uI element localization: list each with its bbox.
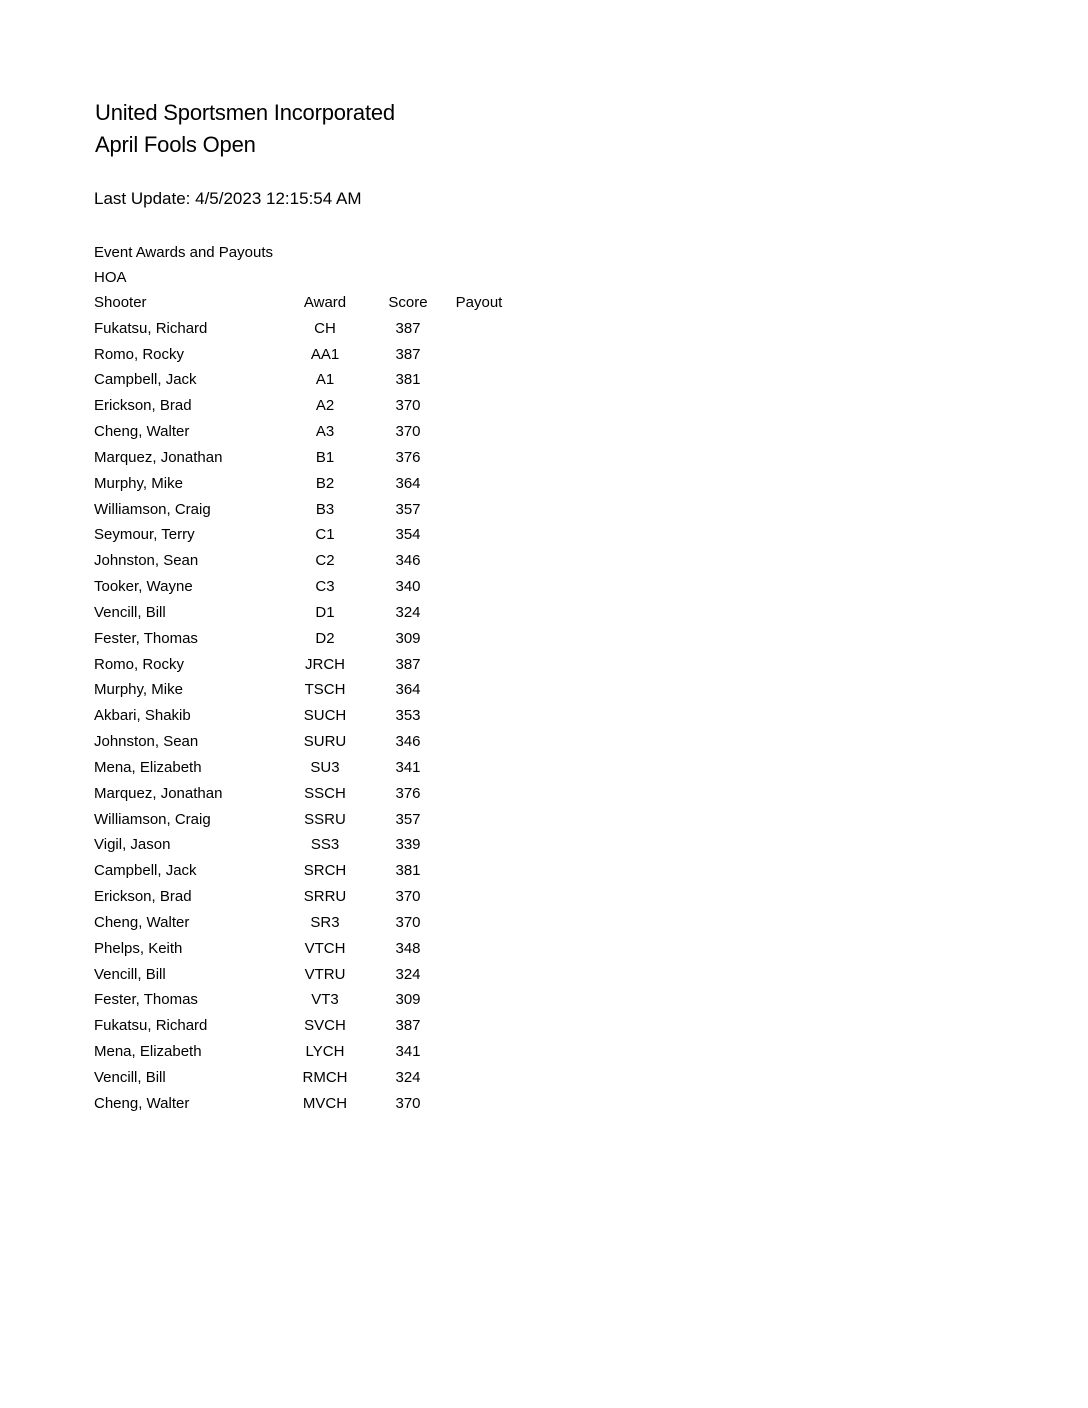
- award-cell: SU3: [310, 758, 340, 776]
- award-cell: B2: [315, 474, 335, 492]
- award-cell: SSCH: [304, 784, 346, 802]
- table-row: [94, 421, 554, 447]
- score-cell: 381: [395, 862, 421, 880]
- table-row: [94, 344, 554, 370]
- score-cell: 370: [395, 423, 421, 441]
- score-cell: 346: [395, 733, 421, 751]
- award-cell: SRCH: [303, 862, 347, 880]
- award-cell: SS3: [310, 836, 340, 854]
- shooter-cell: Cheng, Walter: [94, 1094, 190, 1112]
- shooter-cell: Campbell, Jack: [94, 862, 197, 880]
- shooter-cell: Cheng, Walter: [94, 913, 190, 931]
- award-cell: SVCH: [304, 1017, 346, 1035]
- score-cell: 324: [395, 603, 421, 621]
- table-row: [94, 1041, 554, 1067]
- table-row: [94, 989, 554, 1015]
- score-cell: 370: [395, 397, 421, 415]
- award-cell: JRCH: [305, 655, 345, 673]
- award-cell: SURU: [303, 733, 347, 751]
- score-cell: 370: [395, 1094, 421, 1112]
- score-cell: 324: [395, 1068, 421, 1086]
- score-cell: 387: [395, 345, 421, 363]
- award-cell: D2: [315, 629, 335, 647]
- section-title: Event Awards and Payouts: [94, 244, 274, 261]
- award-cell: SRRU: [303, 888, 347, 906]
- table-row: [94, 473, 554, 499]
- score-cell: 346: [395, 552, 421, 570]
- score-cell: 370: [395, 888, 421, 906]
- table-row: [94, 654, 554, 680]
- table-row: [94, 938, 554, 964]
- column-header-award: Award: [303, 294, 347, 311]
- table-row: [94, 731, 554, 757]
- table-row: [94, 447, 554, 473]
- organization-title: United Sportsmen Incorporated: [95, 100, 395, 125]
- table-row: [94, 860, 554, 886]
- shooter-cell: Campbell, Jack: [94, 371, 197, 389]
- table-row: [94, 524, 554, 550]
- score-cell: 364: [395, 474, 421, 492]
- shooter-cell: Johnston, Sean: [94, 733, 199, 751]
- shooter-cell: Fester, Thomas: [94, 629, 198, 647]
- score-cell: 357: [395, 810, 421, 828]
- score-cell: 341: [395, 758, 421, 776]
- shooter-cell: Williamson, Craig: [94, 810, 211, 828]
- shooter-cell: Phelps, Keith: [94, 939, 183, 957]
- table-row: [94, 705, 554, 731]
- award-cell: D1: [315, 603, 335, 621]
- last-update-label: Last Update:: [94, 189, 196, 208]
- award-cell: B3: [315, 500, 335, 518]
- table-row: [94, 576, 554, 602]
- score-cell: 364: [395, 681, 421, 699]
- award-cell: TSCH: [304, 681, 346, 699]
- table-body: [94, 318, 554, 1119]
- table-row: [94, 912, 554, 938]
- table-row: [94, 602, 554, 628]
- score-cell: 354: [395, 526, 421, 544]
- score-cell: 309: [395, 629, 421, 647]
- column-header-score: Score: [388, 294, 428, 311]
- shooter-cell: Murphy, Mike: [94, 474, 183, 492]
- award-cell: VTRU: [304, 965, 346, 983]
- shooter-cell: Marquez, Jonathan: [94, 448, 223, 466]
- table-row: [94, 369, 554, 395]
- score-cell: 324: [395, 965, 421, 983]
- shooter-cell: Cheng, Walter: [94, 423, 190, 441]
- award-cell: SSRU: [304, 810, 346, 828]
- last-update-line: [94, 187, 361, 211]
- shooter-cell: Fukatsu, Richard: [94, 1017, 208, 1035]
- shooter-cell: Romo, Rocky: [94, 345, 185, 363]
- table-row: [94, 783, 554, 809]
- table-row: [94, 499, 554, 525]
- shooter-cell: Romo, Rocky: [94, 655, 185, 673]
- award-cell: A2: [315, 397, 335, 415]
- shooter-cell: Vencill, Bill: [94, 965, 166, 983]
- last-update-value: 4/5/2023 12:15:54 AM: [195, 189, 362, 208]
- shooter-cell: Fester, Thomas: [94, 991, 198, 1009]
- award-cell: SR3: [310, 913, 340, 931]
- score-cell: 309: [395, 991, 421, 1009]
- score-cell: 341: [395, 1043, 421, 1061]
- award-cell: A3: [315, 423, 335, 441]
- score-cell: 387: [395, 319, 421, 337]
- table-row: [94, 395, 554, 421]
- score-cell: 381: [395, 371, 421, 389]
- column-header-shooter: Shooter: [94, 294, 147, 311]
- table-row: [94, 628, 554, 654]
- shooter-cell: Erickson, Brad: [94, 888, 192, 906]
- score-cell: 340: [395, 578, 421, 596]
- score-cell: 357: [395, 500, 421, 518]
- table-row: [94, 834, 554, 860]
- table-row: [94, 886, 554, 912]
- table-row: [94, 964, 554, 990]
- score-cell: 376: [395, 448, 421, 466]
- score-cell: 353: [395, 707, 421, 725]
- table-row: [94, 809, 554, 835]
- awards-table: [94, 292, 554, 1119]
- award-cell: CH: [314, 319, 336, 337]
- award-cell: C1: [315, 526, 335, 544]
- award-cell: VT3: [311, 991, 339, 1009]
- table-row: [94, 1015, 554, 1041]
- award-cell: MVCH: [302, 1094, 348, 1112]
- score-cell: 376: [395, 784, 421, 802]
- shooter-cell: Mena, Elizabeth: [94, 758, 202, 776]
- shooter-cell: Johnston, Sean: [94, 552, 199, 570]
- award-cell: VTCH: [304, 939, 346, 957]
- shooter-cell: Vencill, Bill: [94, 1068, 166, 1086]
- column-header-payout: Payout: [455, 294, 503, 311]
- shooter-cell: Vencill, Bill: [94, 603, 166, 621]
- score-cell: 370: [395, 913, 421, 931]
- score-cell: 387: [395, 1017, 421, 1035]
- shooter-cell: Seymour, Terry: [94, 526, 195, 544]
- award-cell: RMCH: [302, 1068, 348, 1086]
- shooter-cell: Vigil, Jason: [94, 836, 171, 854]
- section-subtitle: HOA: [94, 269, 127, 286]
- score-cell: 348: [395, 939, 421, 957]
- table-row: [94, 318, 554, 344]
- award-cell: AA1: [310, 345, 340, 363]
- table-row: [94, 757, 554, 783]
- table-row: [94, 1067, 554, 1093]
- shooter-cell: Marquez, Jonathan: [94, 784, 223, 802]
- shooter-cell: Williamson, Craig: [94, 500, 211, 518]
- shooter-cell: Akbari, Shakib: [94, 707, 191, 725]
- award-cell: SUCH: [303, 707, 347, 725]
- award-cell: C3: [315, 578, 335, 596]
- event-title: April Fools Open: [95, 132, 256, 157]
- award-cell: C2: [315, 552, 335, 570]
- score-cell: 339: [395, 836, 421, 854]
- shooter-cell: Erickson, Brad: [94, 397, 192, 415]
- award-cell: B1: [315, 448, 335, 466]
- shooter-cell: Tooker, Wayne: [94, 578, 193, 596]
- award-cell: LYCH: [305, 1043, 345, 1061]
- table-row: [94, 1093, 554, 1119]
- table-row: [94, 550, 554, 576]
- table-row: [94, 679, 554, 705]
- score-cell: 387: [395, 655, 421, 673]
- shooter-cell: Fukatsu, Richard: [94, 319, 208, 337]
- shooter-cell: Murphy, Mike: [94, 681, 183, 699]
- table-header-row: [94, 292, 554, 318]
- shooter-cell: Mena, Elizabeth: [94, 1043, 202, 1061]
- award-cell: A1: [315, 371, 335, 389]
